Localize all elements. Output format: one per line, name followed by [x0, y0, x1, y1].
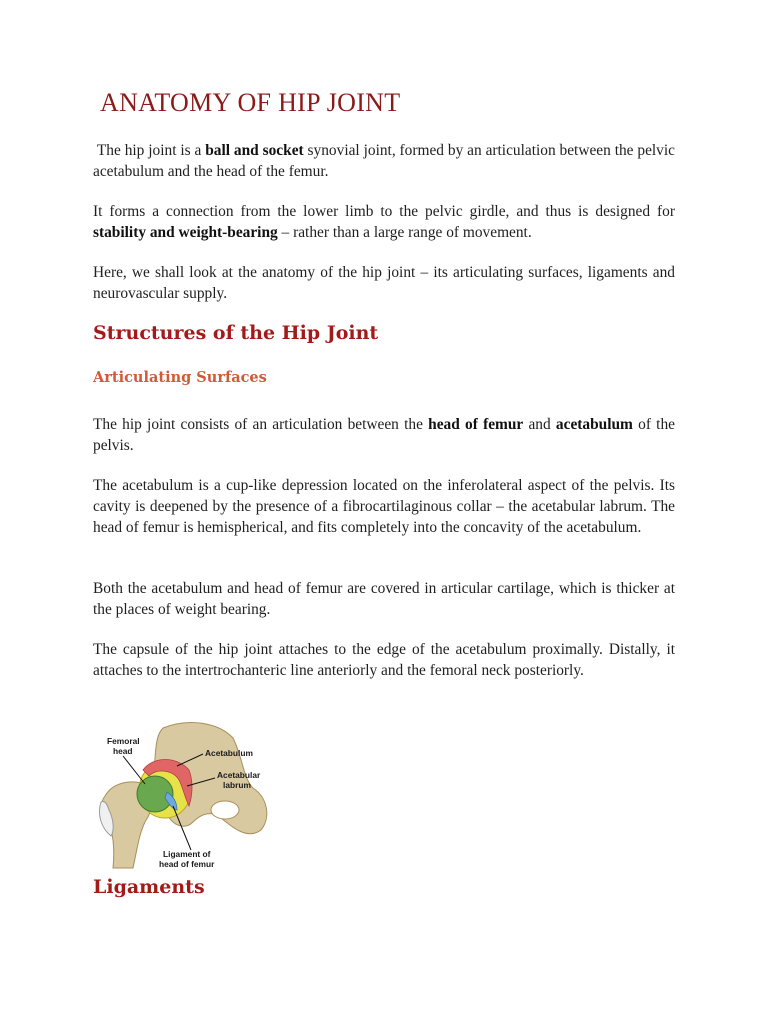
- subsection-heading-articulating: Articulating Surfaces: [93, 369, 267, 386]
- label-femoral-head-line1: Femoral: [107, 736, 140, 746]
- section-heading-structures: Structures of the Hip Joint: [93, 322, 379, 344]
- hip-joint-figure: [93, 718, 273, 872]
- articulating-paragraph-2: The acetabulum is a cup-like depression located on the inferolateral aspect of the pelvis. Its cavity is deepened by the presence of a fibrocartilaginous collar – the acetabular labrum. The head of femur is hemispherical, and fits completely into the concavity of the acetabulum.: [93, 477, 675, 536]
- section-heading-ligaments: Ligaments: [93, 876, 205, 898]
- label-ligament-line1: Ligament of: [163, 849, 211, 859]
- bold-term-stability: stability and weight-bearing: [93, 224, 278, 241]
- text-run: of the pelvis.: [93, 416, 675, 454]
- articulating-paragraph-4: The capsule of the hip joint attaches to the edge of the acetabulum proximally. Distally, it attaches to the intertrochanteric line anteriorly and the femoral neck posteriorly.: [93, 641, 675, 679]
- articulating-paragraph-3: Both the acetabulum and head of femur are covered in articular cartilage, which is thicker at the places of weight bearing.: [93, 580, 675, 618]
- label-acetabular-labrum-line2: labrum: [223, 780, 251, 790]
- articulating-paragraph-1: [93, 414, 675, 456]
- bold-term-ball-socket: ball and socket: [205, 142, 304, 159]
- text-run: It forms a connection from the lower limb to the pelvic girdle, and thus is designed for: [93, 203, 675, 220]
- intro-paragraph-2: [93, 201, 675, 243]
- page-title: ANATOMY OF HIP JOINT: [100, 88, 401, 117]
- text-run: The hip joint consists of an articulation between the: [93, 416, 429, 433]
- obturator-foramen: [211, 801, 239, 819]
- bold-term-head-of-femur: head of femur: [428, 416, 524, 433]
- label-femoral-head-line2: head: [113, 746, 133, 756]
- intro-paragraph-3: Here, we shall look at the anatomy of the hip joint – its articulating surfaces, ligaments and neurovascular supply.: [93, 264, 675, 302]
- intro-paragraph-1: [93, 140, 675, 182]
- hip-joint-illustration: [93, 718, 273, 872]
- label-acetabular-labrum-line1: Acetabular: [217, 770, 261, 780]
- text-run: synovial joint, formed by an articulation between the pelvic acetabulum and the head of the femur.: [93, 142, 675, 180]
- text-run: – rather than a large range of movement.: [277, 224, 532, 241]
- label-ligament-line2: head of femur: [159, 859, 215, 869]
- text-run: The hip joint is a: [96, 142, 206, 159]
- text-run: and: [523, 416, 556, 433]
- label-acetabulum: Acetabulum: [205, 748, 253, 758]
- bold-term-acetabulum: acetabulum: [555, 416, 633, 433]
